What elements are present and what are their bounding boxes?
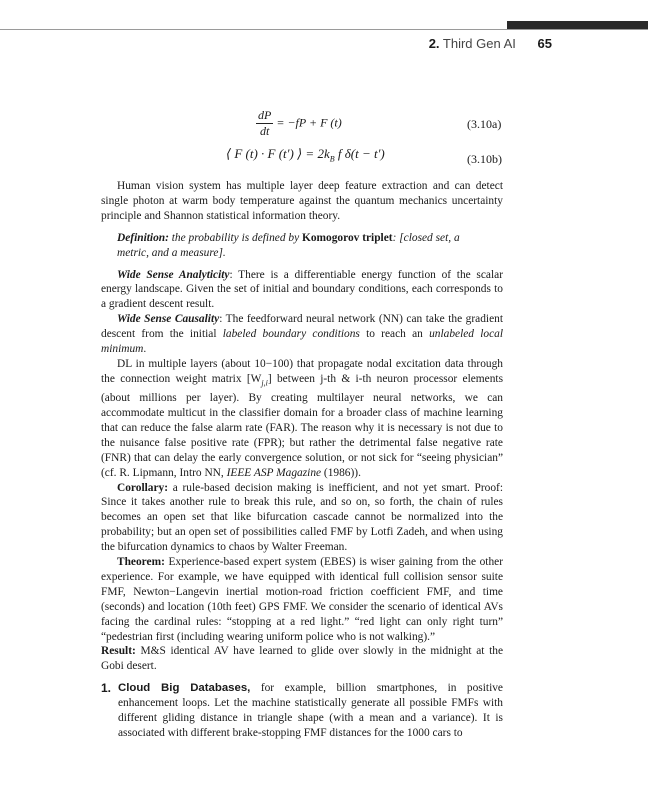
running-header <box>429 36 552 51</box>
dl-paragraph: DL in multiple layers (about 10−100) that propagate nodal excitation data through the connection weight matrix $[W_{j,i}]$ between j-th & i-th neuron processor elements (about millions per layer). By creating multilayer neural networks, we can accommodate multicut in the classifier domain for a broader class of machine learning that can reduce the false alarm rate (FAR). The reason why it is necessary is not due to the nuisance false positive rate (FPR); but rather the detrimental false negative rate (FNR) that can delay the early convergence solution, or not sick for “seeing physician” (cf. R. Lipmann, Intro NN, IEEE ASP Magazine (1986)). <box>101 357 504 479</box>
list-item-text: Cloud Big Databases, for example, billion smartphones, in positive enhancement loops. Let the machine statistically generate all possible FMFs with different gliding distance in triangle shape (with a mean and a variance). It is associated with different brake-stopping FMF distances for the 1000 cars to <box>118 682 503 739</box>
corollary-paragraph: Corollary: a rule-based decision making is inefficient, and not yet smart. Proof: Since it takes another rule to break this rule, and so on, so forth, the chain of rules becomes an open set that like bifurcation cascade cannot be normalized into the probability; but an open set of possibilities called FMF by Lotfi Zadeh, and when using the bifurcation dynamics to chaos by Walter Freeman. <box>101 481 503 554</box>
equation-label-3-10b: (3.10b) <box>467 152 502 166</box>
intro-paragraph: Human vision system has multiple layer deep feature extraction and can detect single photon at warm body temperature against the quantum mechanics uncertainty principle and Shannon statistical information theory. <box>101 180 503 222</box>
list-number: 1. <box>101 681 112 696</box>
equation-3-10a <box>256 108 342 139</box>
page-number: 65 <box>537 36 552 51</box>
analyticity-paragraph: Wide Sense Analyticity: There is a differentiable energy function of the scalar energy landscape. Given the set of initial and boundary conditions, each corresponds to a gradient descent result. <box>101 268 503 311</box>
list-item <box>101 681 503 741</box>
causality-paragraph: Wide Sense Causality: The feedforward neural network (NN) can take the gradient descent from the initial labeled boundary conditions to reach an unlabeled local minimum. <box>101 313 503 356</box>
header-rule <box>0 29 648 30</box>
correlation-lhs: ⟨ F (t) · F (t′) ⟩ <box>226 146 303 161</box>
body-text <box>101 179 503 741</box>
theorem-paragraph: Theorem: Experience-based expert system (EBES) is wiser gaining from the other experience. For example, we have equipped with identical full collision sensor suite FMF, Newton−Langevin inertial motion-road friction coefficient FMF, and time (seconds) and location (10th feet) GPS FMF. We consider the scenario of identical AVs facing the cardinal rules: “stopping at a red light.” “red light can only right turn” “pedestrian first (including wearing uniform police who is not walking).” Result: M&S identical AV have learned to glide over slowly in the midnight at the Gobi desert. <box>101 556 503 673</box>
equation-rhs: = −fP + F (t) <box>276 115 342 130</box>
equation-label-3-10a: (3.10a) <box>467 117 502 131</box>
equation-3-10b <box>226 146 385 164</box>
chapter-title: Third Gen AI <box>442 36 516 51</box>
chapter-number: 2. <box>428 36 440 51</box>
derivative-fraction: $\frac{dP}{dt}$ <box>258 108 272 138</box>
definition-paragraph: Definition: the probability is defined by Komogorov triplet: [closed set, a metric, and a measure]. <box>117 231 460 259</box>
equation-rhs: = $2k_B$ f δ(t − t′) <box>305 146 385 164</box>
